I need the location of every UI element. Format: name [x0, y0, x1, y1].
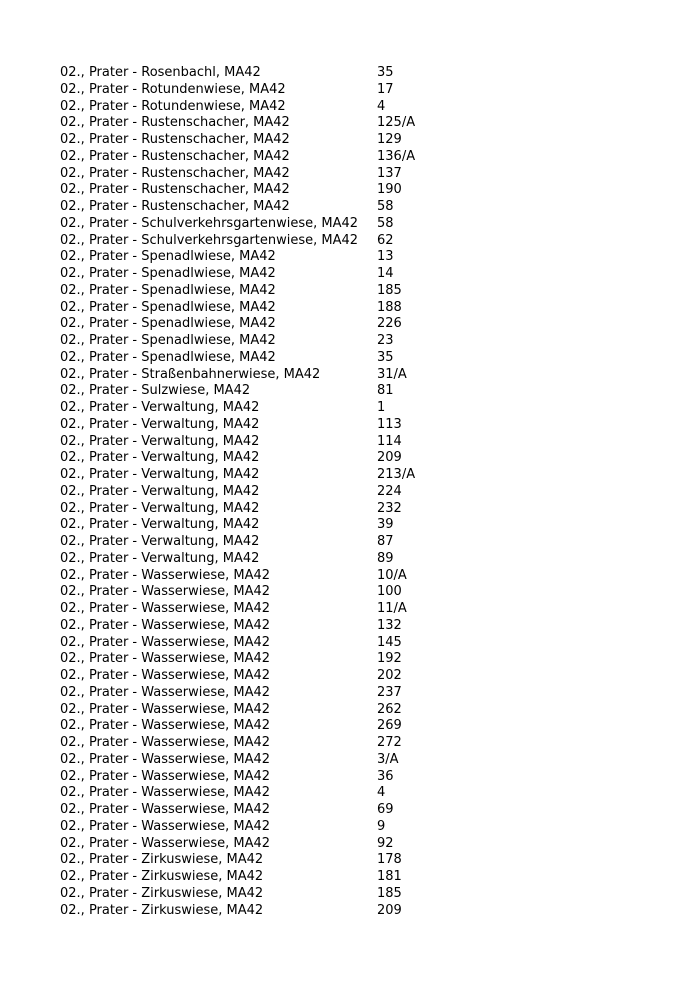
location-cell: 02., Prater - Rosenbachl, MA42: [60, 65, 261, 80]
location-cell: 02., Prater - Spenadlwiese, MA42: [60, 249, 276, 265]
table-row: [60, 601, 660, 618]
table-row: [60, 333, 660, 350]
number-cell: 13: [377, 249, 394, 265]
location-cell: 02., Prater - Wasserwiese, MA42: [60, 768, 271, 784]
table-row: [60, 836, 660, 853]
table-row: [60, 166, 660, 183]
table-row: [60, 82, 660, 99]
location-cell: 02., Prater - Rustenschacher, MA42: [60, 182, 290, 198]
table-row: [60, 668, 660, 685]
location-cell: 02., Prater - Wasserwiese, MA42: [60, 668, 271, 683]
location-cell: 02., Prater - Rotundenwiese, MA42: [60, 98, 286, 114]
table-row: [60, 501, 660, 518]
table-row: [60, 367, 660, 384]
number-cell: 269: [377, 718, 402, 734]
location-cell: 02., Prater - Sulzwiese, MA42: [60, 383, 251, 399]
table-row: [60, 584, 660, 601]
number-cell: 4: [377, 785, 386, 801]
table-row: [60, 651, 660, 668]
location-table: [60, 65, 660, 919]
number-cell: 178: [377, 852, 402, 868]
location-cell: 02., Prater - Verwaltung, MA42: [60, 450, 260, 466]
location-cell: 02., Prater - Verwaltung, MA42: [60, 483, 260, 499]
location-cell: 02., Prater - Wasserwiese, MA42: [60, 818, 271, 834]
location-cell: 02., Prater - Verwaltung, MA42: [60, 416, 260, 432]
number-cell: 226: [377, 316, 402, 332]
location-cell: 02., Prater - Wasserwiese, MA42: [60, 584, 271, 600]
table-row: [60, 115, 660, 132]
location-cell: 02., Prater - Schulverkehrsgartenwiese, MA42: [60, 215, 359, 231]
number-cell: 132: [377, 617, 402, 633]
location-cell: 02., Prater - Verwaltung, MA42: [60, 467, 260, 482]
table-row: [60, 350, 660, 367]
location-cell: 02., Prater - Wasserwiese, MA42: [60, 567, 271, 583]
number-cell: 129: [377, 132, 402, 147]
number-cell: 81: [377, 383, 394, 399]
number-cell: 209: [377, 902, 402, 918]
table-row: [60, 484, 660, 501]
table-row: [60, 467, 660, 484]
number-cell: 224: [377, 483, 402, 499]
location-cell: 02., Prater - Wasserwiese, MA42: [60, 634, 271, 650]
number-cell: 31/A: [377, 366, 407, 382]
location-cell: 02., Prater - Rotundenwiese, MA42: [60, 81, 286, 97]
table-row: [60, 65, 660, 82]
number-cell: 36: [377, 768, 394, 784]
table-row: [60, 886, 660, 903]
number-cell: 35: [377, 65, 394, 80]
number-cell: 58: [377, 199, 394, 214]
table-row: [60, 300, 660, 317]
table-row: [60, 182, 660, 199]
number-cell: 185: [377, 885, 402, 901]
number-cell: 185: [377, 282, 402, 298]
location-cell: 02., Prater - Spenadlwiese, MA42: [60, 299, 276, 315]
table-row: [60, 819, 660, 836]
location-cell: 02., Prater - Verwaltung, MA42: [60, 534, 260, 549]
number-cell: 192: [377, 651, 402, 667]
table-row: [60, 534, 660, 551]
table-row: [60, 450, 660, 467]
location-cell: 02., Prater - Rustenschacher, MA42: [60, 165, 290, 181]
number-cell: 114: [377, 433, 402, 449]
location-cell: 02., Prater - Wasserwiese, MA42: [60, 684, 271, 700]
number-cell: 237: [377, 684, 402, 700]
table-row: [60, 132, 660, 149]
table-row: [60, 802, 660, 819]
number-cell: 213/A: [377, 467, 416, 482]
number-cell: 14: [377, 266, 394, 281]
number-cell: 145: [377, 634, 402, 650]
table-row: [60, 903, 660, 920]
number-cell: 3/A: [377, 751, 399, 767]
table-row: [60, 702, 660, 719]
number-cell: 100: [377, 584, 402, 600]
location-cell: 02., Prater - Spenadlwiese, MA42: [60, 266, 276, 281]
number-cell: 9: [377, 818, 386, 834]
location-cell: 02., Prater - Rustenschacher, MA42: [60, 115, 290, 131]
table-row: [60, 618, 660, 635]
table-row: [60, 434, 660, 451]
location-cell: 02., Prater - Rustenschacher, MA42: [60, 148, 290, 164]
location-cell: 02., Prater - Rustenschacher, MA42: [60, 199, 290, 214]
location-cell: 02., Prater - Rustenschacher, MA42: [60, 132, 290, 147]
table-row: [60, 417, 660, 434]
table-row: [60, 869, 660, 886]
location-cell: 02., Prater - Spenadlwiese, MA42: [60, 349, 276, 365]
table-row: [60, 635, 660, 652]
table-row: [60, 99, 660, 116]
location-cell: 02., Prater - Wasserwiese, MA42: [60, 701, 271, 717]
location-cell: 02., Prater - Verwaltung, MA42: [60, 433, 260, 449]
location-cell: 02., Prater - Straßenbahnerwiese, MA42: [60, 366, 321, 382]
location-cell: 02., Prater - Zirkuswiese, MA42: [60, 852, 264, 868]
number-cell: 209: [377, 450, 402, 466]
table-row: [60, 266, 660, 283]
number-cell: 39: [377, 517, 394, 533]
location-cell: 02., Prater - Verwaltung, MA42: [60, 500, 260, 516]
table-row: [60, 769, 660, 786]
number-cell: 202: [377, 668, 402, 683]
number-cell: 113: [377, 416, 402, 432]
table-row: [60, 149, 660, 166]
number-cell: 272: [377, 735, 402, 750]
number-cell: 1: [377, 400, 386, 415]
number-cell: 89: [377, 550, 394, 566]
location-cell: 02., Prater - Spenadlwiese, MA42: [60, 282, 276, 298]
location-cell: 02., Prater - Verwaltung, MA42: [60, 550, 260, 566]
number-cell: 137: [377, 165, 402, 181]
number-cell: 58: [377, 215, 394, 231]
location-cell: 02., Prater - Wasserwiese, MA42: [60, 735, 271, 750]
table-row: [60, 568, 660, 585]
number-cell: 35: [377, 349, 394, 365]
number-cell: 188: [377, 299, 402, 315]
location-cell: 02., Prater - Verwaltung, MA42: [60, 517, 260, 533]
number-cell: 4: [377, 98, 386, 114]
location-cell: 02., Prater - Zirkuswiese, MA42: [60, 869, 264, 884]
number-cell: 87: [377, 534, 394, 549]
table-row: [60, 517, 660, 534]
number-cell: 136/A: [377, 148, 416, 164]
location-cell: 02., Prater - Spenadlwiese, MA42: [60, 316, 276, 332]
location-cell: 02., Prater - Zirkuswiese, MA42: [60, 902, 264, 918]
number-cell: 262: [377, 701, 402, 717]
location-cell: 02., Prater - Verwaltung, MA42: [60, 400, 260, 415]
number-cell: 10/A: [377, 567, 407, 583]
table-row: [60, 233, 660, 250]
number-cell: 190: [377, 182, 402, 198]
location-cell: 02., Prater - Wasserwiese, MA42: [60, 617, 271, 633]
location-cell: 02., Prater - Wasserwiese, MA42: [60, 785, 271, 801]
number-cell: 17: [377, 81, 394, 97]
table-row: [60, 785, 660, 802]
table-row: [60, 685, 660, 702]
number-cell: 11/A: [377, 601, 407, 616]
table-row: [60, 216, 660, 233]
table-row: [60, 735, 660, 752]
location-cell: 02., Prater - Wasserwiese, MA42: [60, 601, 271, 616]
table-row: [60, 199, 660, 216]
number-cell: 23: [377, 333, 394, 348]
number-cell: 92: [377, 835, 394, 851]
table-row: [60, 852, 660, 869]
table-row: [60, 383, 660, 400]
number-cell: 69: [377, 802, 394, 817]
location-cell: 02., Prater - Zirkuswiese, MA42: [60, 885, 264, 901]
number-cell: 62: [377, 232, 394, 248]
table-row: [60, 283, 660, 300]
location-cell: 02., Prater - Wasserwiese, MA42: [60, 835, 271, 851]
location-cell: 02., Prater - Spenadlwiese, MA42: [60, 333, 276, 348]
location-cell: 02., Prater - Schulverkehrsgartenwiese, MA42: [60, 232, 359, 248]
table-row: [60, 249, 660, 266]
number-cell: 181: [377, 869, 402, 884]
location-cell: 02., Prater - Wasserwiese, MA42: [60, 802, 271, 817]
table-row: [60, 718, 660, 735]
table-row: [60, 752, 660, 769]
number-cell: 232: [377, 500, 402, 516]
table-row: [60, 400, 660, 417]
location-cell: 02., Prater - Wasserwiese, MA42: [60, 718, 271, 734]
number-cell: 125/A: [377, 115, 416, 131]
table-row: [60, 551, 660, 568]
location-cell: 02., Prater - Wasserwiese, MA42: [60, 751, 271, 767]
table-row: [60, 316, 660, 333]
location-cell: 02., Prater - Wasserwiese, MA42: [60, 651, 271, 667]
